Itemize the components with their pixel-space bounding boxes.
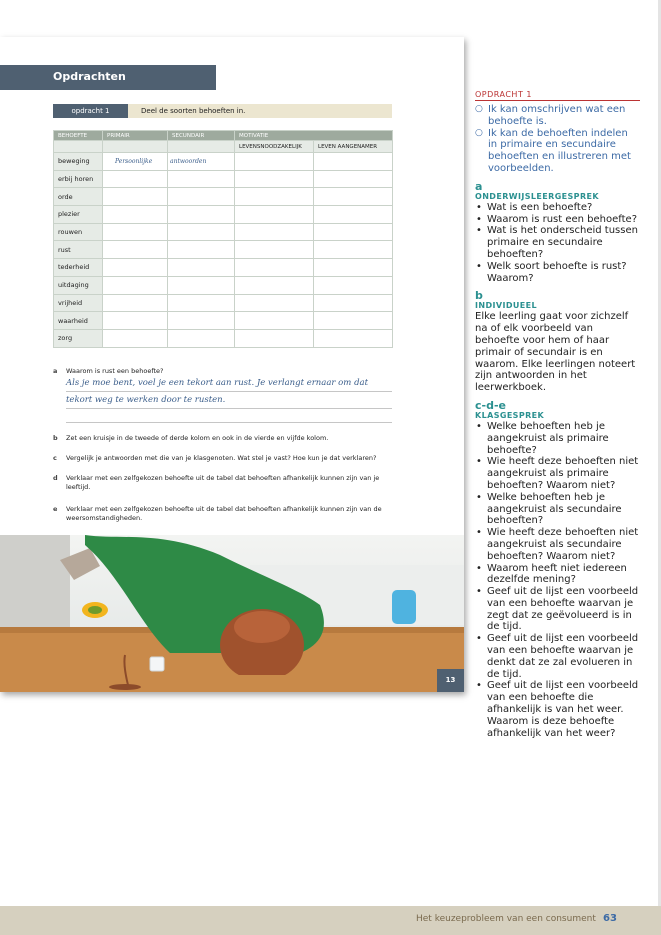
section-title-cde: KLASGESPREK <box>475 410 545 420</box>
table-cell[interactable] <box>314 188 393 206</box>
table-cell[interactable] <box>235 294 314 312</box>
table-cell[interactable] <box>235 188 314 206</box>
row-label: zorg <box>54 329 103 347</box>
question-text: Zet een kruisje in de tweede of derde kolom en ook in de vierde en vijfde kolom. <box>66 434 329 442</box>
table-cell[interactable] <box>314 170 393 188</box>
table-cell[interactable] <box>235 153 314 171</box>
assignment-title: OPDRACHT 1 <box>475 90 640 101</box>
table-cell[interactable] <box>235 329 314 347</box>
table-cell[interactable] <box>103 294 168 312</box>
objective-item: ○ Ik kan omschrijven wat een behoefte is. <box>475 104 640 128</box>
table-cell[interactable] <box>103 276 168 294</box>
table-cell[interactable] <box>168 241 235 259</box>
row-label: plezier <box>54 206 103 224</box>
table-cell[interactable] <box>314 312 393 330</box>
table-cell[interactable] <box>235 241 314 259</box>
question-letter: d <box>53 474 58 482</box>
table-cell[interactable] <box>168 188 235 206</box>
table-row <box>54 153 393 171</box>
table-cell[interactable] <box>314 329 393 347</box>
table-row <box>54 312 393 330</box>
row-label: rust <box>54 241 103 259</box>
answer-line-1: Als je moe bent, voel je een tekort aan rust. Je verlangt ernaar om dat <box>66 378 368 388</box>
table-cell[interactable] <box>235 206 314 224</box>
table-row <box>54 170 393 188</box>
table-row <box>54 294 393 312</box>
question-text: Verklaar met een zelfgekozen behoefte uit de tabel dat behoeften afhankelijk kunnen zijn van je leeftijd. <box>66 474 380 491</box>
table-cell[interactable] <box>168 206 235 224</box>
table-cell[interactable] <box>235 312 314 330</box>
task-bar <box>53 104 392 118</box>
row-label: vrijheid <box>54 294 103 312</box>
sub-header-pleasant: LEVEN AANGENAMER <box>314 141 393 153</box>
section-header <box>0 65 216 90</box>
question-letter: c <box>53 454 57 462</box>
task-instruction: Deel de soorten behoeften in. <box>141 107 246 115</box>
list-item: • Geef uit de lijst een voorbeeld van een behoefte waarvan je denkt dat ze zal evolueren in de tijd. <box>475 633 640 680</box>
answer-rule <box>66 422 392 423</box>
table-row <box>54 241 393 259</box>
page-number: 63 <box>603 913 617 924</box>
col-header-motivation: MOTIVATIE <box>235 131 393 141</box>
list-item: • Wie heeft deze behoeften niet aangekruist als primaire behoeften? Waarom niet? <box>475 456 640 491</box>
row-label: orde <box>54 188 103 206</box>
table-cell[interactable] <box>168 312 235 330</box>
table-cell[interactable] <box>168 223 235 241</box>
table-row <box>54 259 393 277</box>
table-cell[interactable] <box>314 294 393 312</box>
table-cell[interactable] <box>168 170 235 188</box>
question-text: Vergelijk je antwoorden met die van je klasgenoten. Wat stel je vast? Hoe kun je dat verklaren? <box>66 454 377 462</box>
col-header-secondary: SECUNDAIR <box>168 131 235 141</box>
table-cell[interactable] <box>314 223 393 241</box>
answer-line-2: tekort weg te werken door te rusten. <box>66 395 226 405</box>
kitchen-photo <box>0 535 464 692</box>
student-page-inset <box>0 37 464 692</box>
table-cell[interactable] <box>235 259 314 277</box>
question-letter: b <box>53 434 58 442</box>
section-letter-b: b <box>475 289 483 303</box>
table-row <box>54 206 393 224</box>
table-cell[interactable] <box>168 329 235 347</box>
table-cell[interactable] <box>103 170 168 188</box>
table-row <box>54 276 393 294</box>
list-item: • Wie heeft deze behoeften niet aangekruist als secundaire behoeften? Waarom niet? <box>475 527 640 562</box>
table-cell[interactable] <box>103 206 168 224</box>
section-b-text: Elke leerling gaat voor zichzelf na of elk voorbeeld van behoefte voor hem of haar primair of secundair is en waarom. Elke leerlingen noteert zijn antwoorden in het leerwerkboek. <box>475 311 636 394</box>
row-label: erbij horen <box>54 170 103 188</box>
photo-illustration <box>0 535 464 692</box>
question-text: Waarom is rust een behoefte? <box>66 367 164 375</box>
list-item: • Waarom heeft niet iedereen dezelfde mening? <box>475 563 640 587</box>
list-item: • Welke behoeften heb je aangekruist als primaire behoefte? <box>475 421 640 456</box>
teacher-notes <box>475 90 640 739</box>
col-header-need: BEHOEFTE <box>54 131 103 141</box>
list-item: • Geef uit de lijst een voorbeeld van een behoefte waarvan je zegt dat ze geëvolueerd is in de tijd. <box>475 586 640 633</box>
table-cell[interactable] <box>235 170 314 188</box>
table-cell[interactable] <box>168 259 235 277</box>
table-row <box>54 329 393 347</box>
handwriting-primary: Persoonlijke <box>103 153 168 171</box>
col-header-primary: PRIMAIR <box>103 131 168 141</box>
table-cell[interactable] <box>235 276 314 294</box>
row-label: uitdaging <box>54 276 103 294</box>
answer-rule <box>66 391 392 392</box>
page-footer <box>0 906 661 935</box>
needs-table <box>53 130 393 348</box>
row-label: waarheid <box>54 312 103 330</box>
section-a-list <box>475 202 640 285</box>
table-row <box>54 188 393 206</box>
question-text: Verklaar met een zelfgekozen behoefte uit de tabel dat behoeften afhankelijk kunnen zijn van de weersomstandigheden. <box>66 505 382 522</box>
table-cell[interactable] <box>168 276 235 294</box>
table-row <box>54 223 393 241</box>
section-title-a: ONDERWIJSLEERGESPREK <box>475 191 599 201</box>
answer-rule <box>66 408 392 409</box>
handwriting-secondary: antwoorden <box>168 153 235 171</box>
list-item: • Geef uit de lijst een voorbeeld van een behoefte die afhankelijk is van het weer. Waarom is deze behoefte afhankelijk van het weer? <box>475 680 640 739</box>
table-cell[interactable] <box>103 312 168 330</box>
table-cell[interactable] <box>103 259 168 277</box>
table-cell[interactable] <box>314 241 393 259</box>
section-letter-cde: c-d-e <box>475 398 506 412</box>
table-cell[interactable] <box>314 276 393 294</box>
question-letter: e <box>53 505 58 513</box>
table-cell[interactable] <box>103 329 168 347</box>
question-letter: a <box>53 367 58 375</box>
row-label: rouwen <box>54 223 103 241</box>
list-item: • Wat is het onderscheid tussen primaire en secundaire behoeften? <box>475 225 640 260</box>
section-title-b: INDIVIDUEEL <box>475 301 538 311</box>
objective-item: ○ Ik kan de behoeften indelen in primaire en secundaire behoeften en illustreren met voorbeelden. <box>475 128 640 175</box>
inset-page-number: 13 <box>437 669 464 692</box>
table-cell[interactable] <box>314 259 393 277</box>
section-heading: Opdrachten <box>53 70 126 83</box>
section-letter-a: a <box>475 179 483 193</box>
table-cell[interactable] <box>168 294 235 312</box>
list-item: • Welk soort behoefte is rust? Waarom? <box>475 261 640 285</box>
task-number: opdracht 1 <box>53 104 128 118</box>
section-cde-list <box>475 421 640 740</box>
table-cell[interactable] <box>314 206 393 224</box>
table-cell[interactable] <box>235 223 314 241</box>
row-label: beweging <box>54 153 103 171</box>
list-item: • Waarom is rust een behoefte? <box>475 214 640 226</box>
row-label: tederheid <box>54 259 103 277</box>
list-item: • Welke behoeften heb je aangekruist als secundaire behoeften? <box>475 492 640 527</box>
list-item: • Wat is een behoefte? <box>475 202 640 214</box>
table-cell[interactable] <box>103 223 168 241</box>
chapter-title: Het keuzeprobleem van een consument <box>416 914 596 924</box>
table-cell[interactable] <box>103 188 168 206</box>
sub-header-vital: LEVENSNOODZAKELIJK <box>235 141 314 153</box>
table-cell[interactable] <box>103 241 168 259</box>
objectives-list <box>475 104 640 175</box>
table-cell[interactable] <box>314 153 393 171</box>
